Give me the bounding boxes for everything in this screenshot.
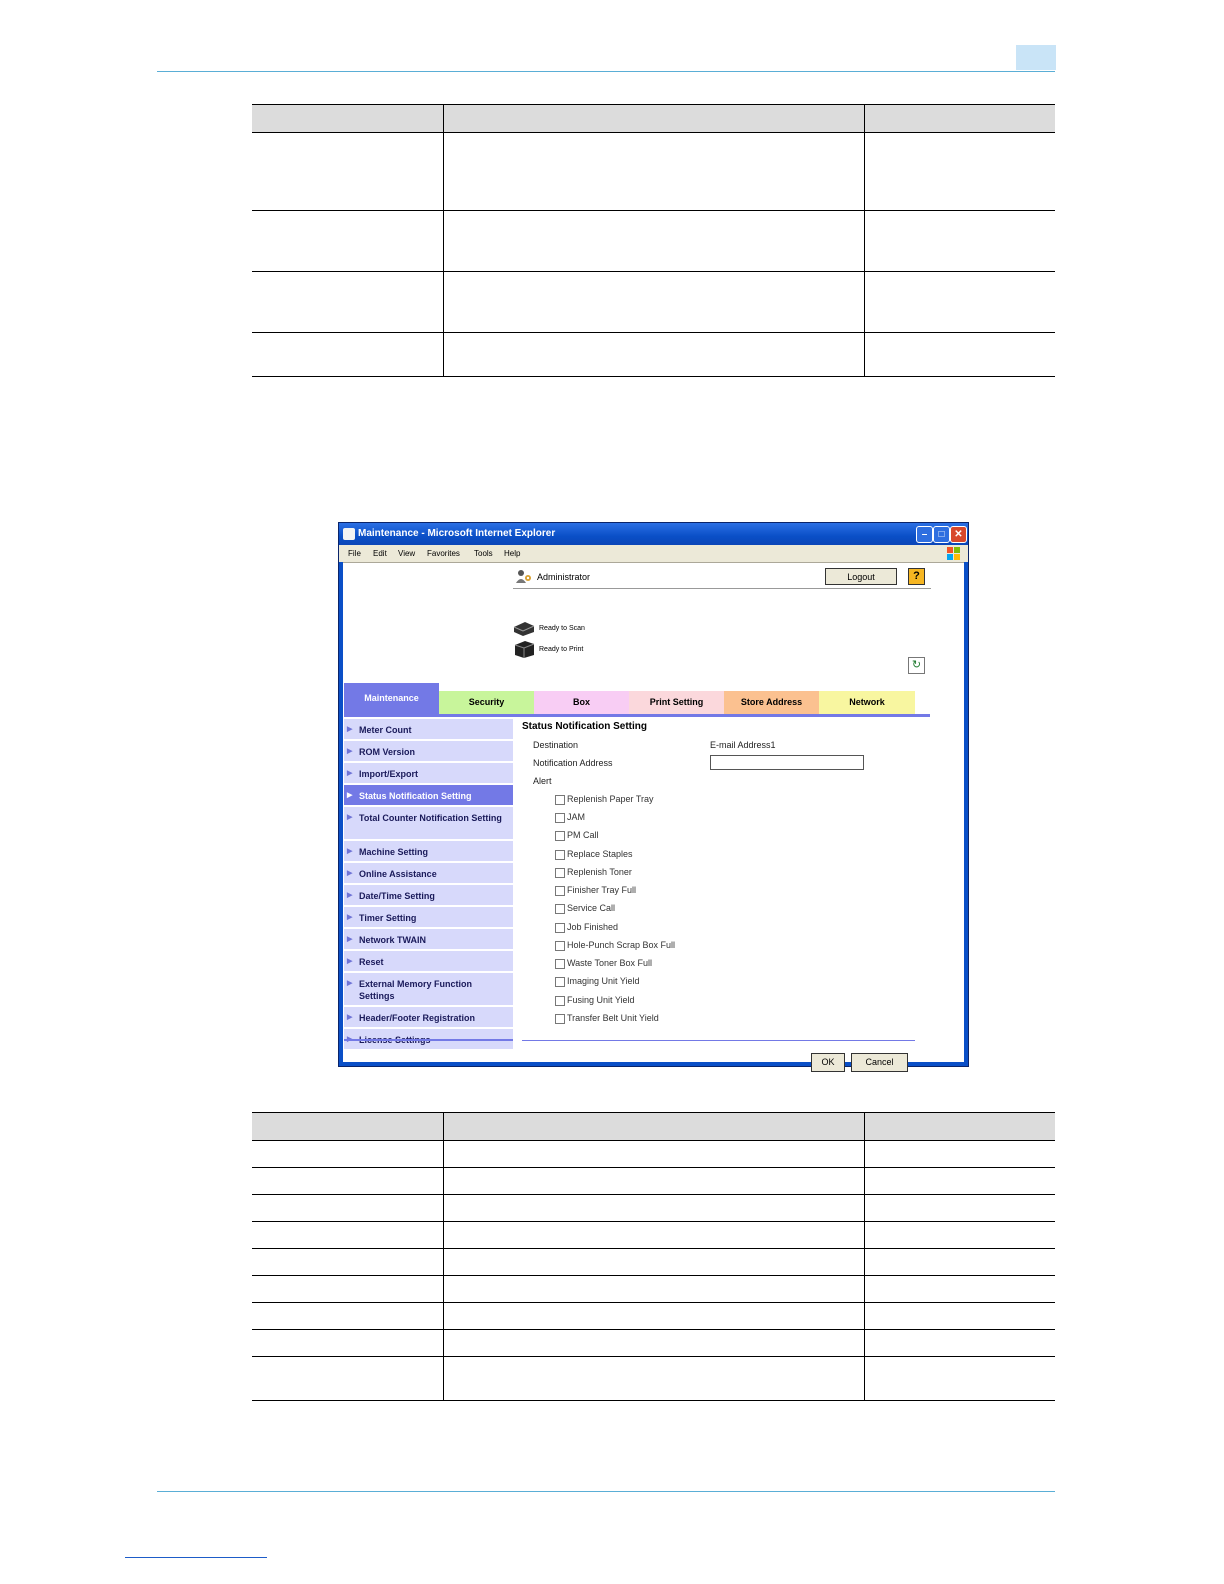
alert-option-label: PM Call xyxy=(567,830,599,840)
table-row xyxy=(252,1330,1055,1357)
alert-option-label: Imaging Unit Yield xyxy=(567,976,640,986)
table-row xyxy=(252,1357,1055,1401)
alert-option-label: Replenish Toner xyxy=(567,867,632,877)
windows-logo-icon xyxy=(947,547,960,560)
sidebar-item-machine-setting[interactable]: ▶ Machine Setting xyxy=(344,841,513,863)
table-row xyxy=(252,1222,1055,1249)
alert-checkbox[interactable] xyxy=(555,941,565,951)
tab-box[interactable]: Box xyxy=(534,691,629,714)
destination-value: E-mail Address1 xyxy=(710,740,776,750)
sidebar-item-online-assistance[interactable]: ▶ Online Assistance xyxy=(344,863,513,885)
maximize-button[interactable]: □ xyxy=(933,526,950,543)
alert-option-label: JAM xyxy=(567,812,585,822)
sidebar-item-import-export[interactable]: ▶ Import/Export xyxy=(344,763,513,785)
user-bar xyxy=(513,565,931,589)
menu-bar xyxy=(339,545,968,563)
administrator-icon xyxy=(515,569,532,584)
alert-checkbox[interactable] xyxy=(555,959,565,969)
sidebar-item-rom-version[interactable]: ▶ ROM Version xyxy=(344,741,513,763)
tab-store-address[interactable]: Store Address xyxy=(724,691,819,714)
window-frame-right xyxy=(964,562,968,1065)
menu-file[interactable]: File xyxy=(348,549,361,558)
alert-checkbox[interactable] xyxy=(555,996,565,1006)
cancel-button[interactable]: Cancel xyxy=(851,1053,908,1072)
table-row xyxy=(252,333,1055,377)
sidebar-item-status-notification[interactable]: ▶ Status Notification Setting xyxy=(344,785,513,807)
ok-button[interactable]: OK xyxy=(811,1053,845,1072)
table-row xyxy=(252,1141,1055,1168)
alert-checkbox[interactable] xyxy=(555,795,565,805)
sidebar-bottom-rule xyxy=(344,1039,513,1041)
table-row xyxy=(252,1195,1055,1222)
alert-checkbox[interactable] xyxy=(555,886,565,896)
menu-edit[interactable]: Edit xyxy=(373,549,387,558)
scan-status xyxy=(513,620,633,637)
alert-option-label: Service Call xyxy=(567,903,616,913)
panel-title: Status Notification Setting xyxy=(522,721,647,732)
page-corner-tab xyxy=(1016,45,1056,70)
browser-window xyxy=(338,522,969,1067)
top-table xyxy=(252,104,1055,377)
alert-option-label: Replace Staples xyxy=(567,849,633,859)
bottom-table xyxy=(252,1112,1055,1401)
table-row xyxy=(252,211,1055,272)
footer-rule xyxy=(157,1491,1055,1492)
sidebar-item-meter-count[interactable]: ▶ Meter Count xyxy=(344,719,513,741)
alert-checkbox[interactable] xyxy=(555,850,565,860)
title-bar xyxy=(339,523,968,545)
printer-icon xyxy=(513,639,535,659)
tab-maintenance[interactable]: Maintenance xyxy=(344,683,439,714)
alert-option-label: Finisher Tray Full xyxy=(567,885,637,895)
table-row xyxy=(252,1168,1055,1195)
menu-favorites[interactable]: Favorites xyxy=(427,549,460,558)
alert-checkbox[interactable] xyxy=(555,868,565,878)
table-row xyxy=(252,272,1055,333)
notification-address-label: Notification Address xyxy=(533,758,613,768)
logout-button[interactable]: Logout xyxy=(825,568,897,585)
alert-checkbox[interactable] xyxy=(555,813,565,823)
alert-option-label: Hole-Punch Scrap Box Full xyxy=(567,940,676,950)
ie-app-icon xyxy=(343,528,355,540)
scan-status-text: Ready to Scan xyxy=(539,625,585,632)
sidebar-item-total-counter-notification[interactable]: ▶ Total Counter Notification Setting xyxy=(344,807,513,841)
help-button[interactable]: ? xyxy=(908,568,925,585)
alert-checkbox[interactable] xyxy=(555,1014,565,1024)
menu-help[interactable]: Help xyxy=(504,549,521,558)
alert-checkbox[interactable] xyxy=(555,977,565,987)
menu-tools[interactable]: Tools xyxy=(474,549,493,558)
alert-option-label: Job Finished xyxy=(567,922,619,932)
print-status-text: Ready to Print xyxy=(539,646,584,653)
footer-link-underline xyxy=(125,1557,267,1558)
table-row xyxy=(252,1249,1055,1276)
destination-label: Destination xyxy=(533,740,579,750)
table-row xyxy=(252,133,1055,211)
window-title: Maintenance - Microsoft Internet Explorer xyxy=(358,528,556,539)
sidebar-item-external-memory[interactable]: ▶ External Memory Function Settings xyxy=(344,973,513,1007)
user-label: Administrator xyxy=(537,572,591,582)
sidebar-menu xyxy=(344,719,513,1051)
sidebar-item-header-footer[interactable]: ▶ Header/Footer Registration xyxy=(344,1007,513,1029)
tab-security[interactable]: Security xyxy=(439,691,534,714)
table-header-row xyxy=(252,1113,1055,1141)
minimize-button[interactable]: – xyxy=(916,526,933,543)
sidebar-item-reset[interactable]: ▶ Reset xyxy=(344,951,513,973)
table-row xyxy=(252,1303,1055,1330)
alert-label: Alert xyxy=(533,776,552,786)
sidebar-item-timer-setting[interactable]: ▶ Timer Setting xyxy=(344,907,513,929)
tab-network[interactable]: Network xyxy=(819,691,915,714)
tab-print-setting[interactable]: Print Setting xyxy=(629,691,724,714)
scanner-icon xyxy=(513,620,535,637)
main-tabs xyxy=(344,683,929,714)
table-row xyxy=(252,1276,1055,1303)
alert-checkbox[interactable] xyxy=(555,923,565,933)
close-button[interactable]: ✕ xyxy=(950,526,967,543)
alert-option-label: Transfer Belt Unit Yield xyxy=(567,1013,659,1023)
table-header-row xyxy=(252,105,1055,133)
menu-view[interactable]: View xyxy=(398,549,416,558)
alert-checkbox[interactable] xyxy=(555,904,565,914)
print-status xyxy=(513,639,633,659)
sidebar-item-date-time[interactable]: ▶ Date/Time Setting xyxy=(344,885,513,907)
sidebar-item-network-twain[interactable]: ▶ Network TWAIN xyxy=(344,929,513,951)
header-rule xyxy=(157,71,1055,72)
alert-option-label: Waste Toner Box Full xyxy=(567,958,653,968)
alert-option-label: Fusing Unit Yield xyxy=(567,995,635,1005)
tab-underline xyxy=(344,714,930,717)
alert-option-label: Replenish Paper Tray xyxy=(567,794,654,804)
panel-divider xyxy=(522,1040,915,1041)
page-content xyxy=(343,563,964,1067)
alert-checkbox[interactable] xyxy=(555,831,565,841)
notification-address-input[interactable] xyxy=(710,755,864,770)
refresh-icon[interactable]: ↻ xyxy=(908,657,925,674)
